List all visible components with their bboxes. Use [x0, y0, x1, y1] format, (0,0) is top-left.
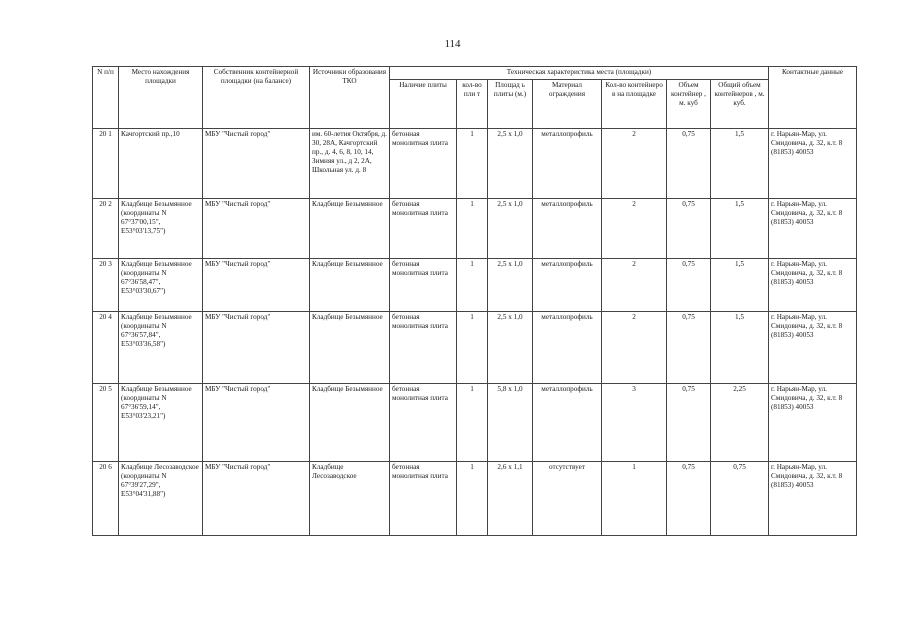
- cell-num: 20 3: [93, 259, 119, 312]
- cell-slab-area: 2,6 х 1,1: [488, 462, 533, 536]
- cell-owner: МБУ "Чистый город": [203, 199, 310, 259]
- cell-sources: Кладбище Безымянное: [310, 199, 390, 259]
- cell-sources: Кладбище Безымянное: [310, 312, 390, 384]
- cell-num: 20 5: [93, 384, 119, 462]
- cell-container-count: 1: [602, 462, 667, 536]
- cell-container-count: 3: [602, 384, 667, 462]
- cell-fence: металлопрофиль: [533, 312, 602, 384]
- header-container-volume: Объем контейнер , м. куб: [667, 80, 711, 129]
- table-row: [93, 384, 857, 462]
- cell-contacts: г. Нарьян-Мар, ул. Смидовича, д. 32, к.т. 8 (81853) 40053: [769, 259, 857, 312]
- cell-container-volume: 0,75: [667, 129, 711, 199]
- cell-contacts: г. Нарьян-Мар, ул. Смидовича, д. 32, к.т. 8 (81853) 40053: [769, 312, 857, 384]
- cell-fence: металлопрофиль: [533, 199, 602, 259]
- cell-slab: бетонная монолитная плита: [390, 129, 457, 199]
- header-num: N п/п: [93, 67, 119, 129]
- cell-owner: МБУ "Чистый город": [203, 312, 310, 384]
- cell-slab-count: 1: [457, 259, 488, 312]
- cell-contacts: г. Нарьян-Мар, ул. Смидовича, д. 32, к.т. 8 (81853) 40053: [769, 462, 857, 536]
- cell-contacts: г. Нарьян-Мар, ул. Смидовича, д. 32, к.т. 8 (81853) 40053: [769, 199, 857, 259]
- header-owner: Собственник контейнерной площадки (на балансе): [203, 67, 310, 129]
- page-number: 114: [444, 38, 461, 50]
- cell-owner: МБУ "Чистый город": [203, 462, 310, 536]
- cell-container-volume: 0,75: [667, 312, 711, 384]
- header-fence: Материал ограждения: [533, 80, 602, 129]
- cell-owner: МБУ "Чистый город": [203, 129, 310, 199]
- cell-sources: Кладбище Безымянное: [310, 259, 390, 312]
- cell-fence: отсутствует: [533, 462, 602, 536]
- header-location: Место нахождения площадки: [119, 67, 203, 129]
- cell-location: Кладбище Безымянное (координаты N 67°36'57,84", E53°03'36,58"): [119, 312, 203, 384]
- table-row: [93, 199, 857, 259]
- cell-container-volume: 0,75: [667, 259, 711, 312]
- cell-total-volume: 2,25: [711, 384, 769, 462]
- cell-slab: бетонная монолитная плита: [390, 384, 457, 462]
- cell-slab-area: 2,5 х 1,0: [488, 312, 533, 384]
- header-container-count: Кол-во контейнеро в на площадке: [602, 80, 667, 129]
- cell-container-volume: 0,75: [667, 462, 711, 536]
- cell-container-count: 2: [602, 259, 667, 312]
- cell-total-volume: 1,5: [711, 312, 769, 384]
- cell-fence: металлопрофиль: [533, 259, 602, 312]
- cell-contacts: г. Нарьян-Мар, ул. Смидовича, д. 32, к.т. 8 (81853) 40053: [769, 384, 857, 462]
- cell-num: 20 2: [93, 199, 119, 259]
- container-sites-table: [92, 66, 857, 536]
- cell-container-count: 2: [602, 312, 667, 384]
- cell-sources: Кладбище Лесозаводское: [310, 462, 390, 536]
- cell-location: Качгортский пр.,10: [119, 129, 203, 199]
- cell-slab: бетонная монолитная плита: [390, 312, 457, 384]
- table-row: [93, 312, 857, 384]
- cell-sources: Кладбище Безымянное: [310, 384, 390, 462]
- cell-container-count: 2: [602, 199, 667, 259]
- cell-slab-count: 1: [457, 384, 488, 462]
- cell-container-volume: 0,75: [667, 199, 711, 259]
- cell-fence: металлопрофиль: [533, 384, 602, 462]
- cell-contacts: г. Нарьян-Мар, ул. Смидовича, д. 32, к.т. 8 (81853) 40053: [769, 129, 857, 199]
- cell-slab-area: 2,5 х 1,0: [488, 129, 533, 199]
- cell-owner: МБУ "Чистый город": [203, 259, 310, 312]
- cell-num: 20 4: [93, 312, 119, 384]
- header-row-main: [93, 67, 857, 80]
- cell-total-volume: 1,5: [711, 259, 769, 312]
- cell-location: Кладбище Безымянное (координаты N 67°36'58,47", E53°03'30,67"): [119, 259, 203, 312]
- cell-slab-count: 1: [457, 462, 488, 536]
- cell-slab: бетонная монолитная плита: [390, 259, 457, 312]
- table-row: [93, 462, 857, 536]
- cell-location: Кладбище Лесозаводское (координаты N 67°39'27,29", E53°04'31,88"): [119, 462, 203, 536]
- cell-slab: бетонная монолитная плита: [390, 462, 457, 536]
- cell-num: 20 1: [93, 129, 119, 199]
- cell-container-volume: 0,75: [667, 384, 711, 462]
- header-sources: Источники образования ТКО: [310, 67, 390, 129]
- cell-owner: МБУ "Чистый город": [203, 384, 310, 462]
- cell-slab-count: 1: [457, 312, 488, 384]
- header-slab-area: Площад ь плиты (м.): [488, 80, 533, 129]
- cell-slab-area: 2,5 х 1,0: [488, 259, 533, 312]
- header-tech: Техническая характеристика места (площадки): [390, 67, 769, 80]
- header-total-volume: Общий объем контейнеров , м. куб.: [711, 80, 769, 129]
- header-slab: Наличие плиты: [390, 80, 457, 129]
- cell-total-volume: 1,5: [711, 129, 769, 199]
- cell-location: Кладбище Безымянное (координаты N 67°37'00,15", E53°03'13,75"): [119, 199, 203, 259]
- cell-sources: им. 60-летия Октября, д. 30, 28А, Качгортский пр., д. 4, 6, 8, 10, 14, Зимняя ул., д 2, 2А, Школьная ул. д. 8: [310, 129, 390, 199]
- header-slab-count: кол-во пли т: [457, 80, 488, 129]
- header-contacts: Контактные данные: [769, 67, 857, 129]
- cell-container-count: 2: [602, 129, 667, 199]
- cell-slab-area: 2,5 х 1,0: [488, 199, 533, 259]
- cell-slab: бетонная монолитная плита: [390, 199, 457, 259]
- table-row: [93, 259, 857, 312]
- cell-location: Кладбище Безымянное (координаты N 67°36'59,14", E53°03'23,21"): [119, 384, 203, 462]
- cell-total-volume: 0,75: [711, 462, 769, 536]
- cell-slab-count: 1: [457, 199, 488, 259]
- table-row: [93, 129, 857, 199]
- cell-fence: металлопрофиль: [533, 129, 602, 199]
- cell-total-volume: 1,5: [711, 199, 769, 259]
- cell-slab-area: 5,8 х 1,0: [488, 384, 533, 462]
- cell-slab-count: 1: [457, 129, 488, 199]
- cell-num: 20 6: [93, 462, 119, 536]
